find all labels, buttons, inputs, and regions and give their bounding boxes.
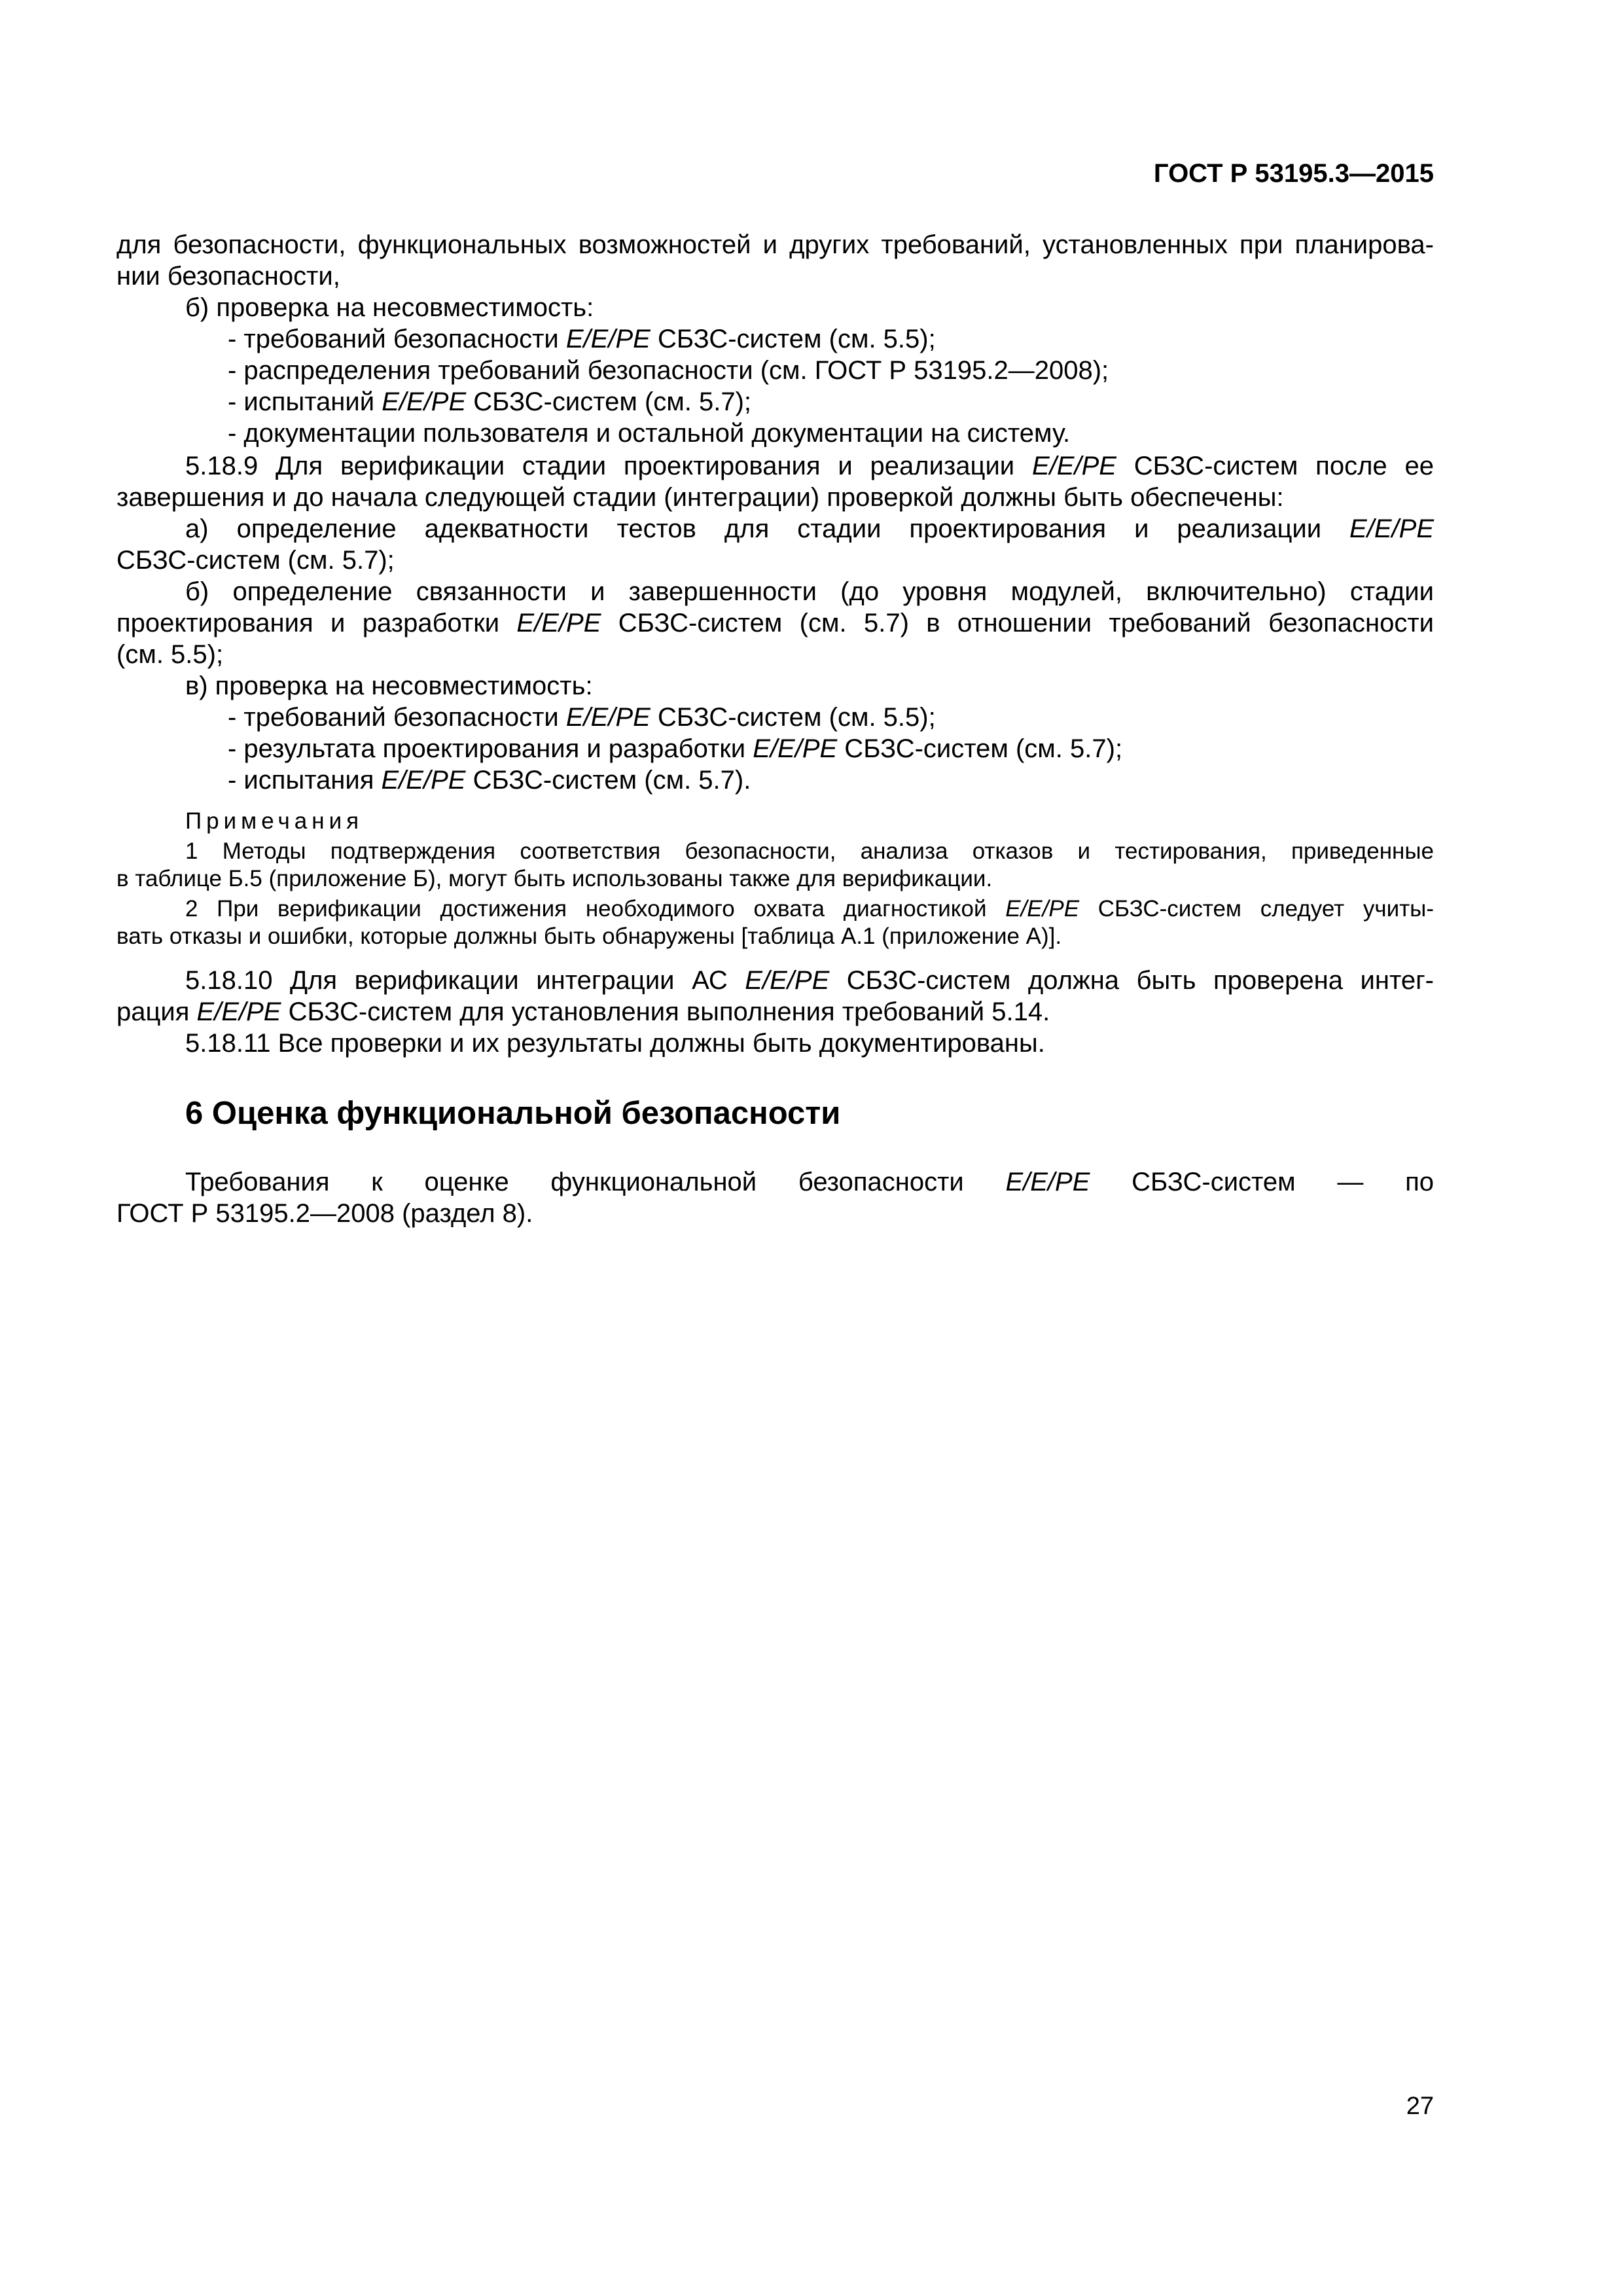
- paragraph-line: СБЗС-систем (см. 5.7);: [116, 546, 395, 575]
- list-subitem: - распределения требований безопасности (см. ГОСТ Р 53195.2—2008);: [228, 356, 1109, 385]
- list-item: б) проверка на несовместимость:: [185, 293, 594, 322]
- note-line: вать отказы и ошибки, которые должны быть обнаружены [таблица А.1 (приложение А)].: [116, 924, 1062, 949]
- list-item: в) проверка на несовместимость:: [185, 672, 593, 700]
- paragraph-line: б) определение связанности и завершенности (до уровня модулей, включительно) стадии: [185, 577, 1434, 606]
- paragraph-line: ГОСТ Р 53195.2—2008 (раздел 8).: [116, 1199, 533, 1228]
- notes-title: Примечания: [185, 808, 364, 834]
- list-subitem: - требований безопасности E/E/PE СБЗС-систем (см. 5.5);: [228, 703, 936, 732]
- document-header: ГОСТ Р 53195.3—2015: [1153, 159, 1434, 188]
- section-heading: 6 Оценка функциональной безопасности: [185, 1096, 841, 1131]
- paragraph-line: завершения и до начала следующей стадии (интеграции) проверкой должны быть обеспечены:: [116, 483, 1284, 512]
- list-subitem: - требований безопасности E/E/PE СБЗС-систем (см. 5.5);: [228, 325, 936, 353]
- list-subitem: - документации пользователя и остальной документации на систему.: [228, 419, 1071, 448]
- paragraph-line: 5.18.9 Для верификации стадии проектирования и реализации E/E/PE СБЗС-систем после ее: [185, 452, 1435, 480]
- paragraph-line: для безопасности, функциональных возможностей и других требований, установленных при планирова-: [116, 230, 1434, 259]
- page-number: 27: [1406, 2092, 1434, 2120]
- paragraph-line: 5.18.11 Все проверки и их результаты должны быть документированы.: [185, 1029, 1045, 1058]
- note-line: 1 Методы подтверждения соответствия безопасности, анализа отказов и тестирования, приведенные: [185, 838, 1434, 864]
- note-line: 2 При верификации достижения необходимого охвата диагностикой E/E/PE СБЗС-систем следует учиты-: [185, 896, 1434, 922]
- note-line: в таблице Б.5 (приложение Б), могут быть использованы также для верификации.: [116, 866, 993, 891]
- list-subitem: - испытаний E/E/PE СБЗС-систем (см. 5.7);: [228, 387, 752, 416]
- paragraph-line: нии безопасности,: [116, 262, 340, 291]
- paragraph-line: проектирования и разработки E/E/PE СБЗС-систем (см. 5.7) в отношении требований безопасности: [116, 609, 1434, 637]
- list-subitem: - испытания E/E/PE СБЗС-систем (см. 5.7).: [228, 766, 751, 795]
- paragraph-line: (см. 5.5);: [116, 640, 224, 669]
- paragraph-line: Требования к оценке функциональной безопасности E/E/PE СБЗС-систем — по: [185, 1168, 1434, 1196]
- paragraph-line: а) определение адекватности тестов для стадии проектирования и реализации E/E/PE: [185, 514, 1434, 543]
- list-subitem: - результата проектирования и разработки E/E/PE СБЗС-систем (см. 5.7);: [228, 734, 1123, 763]
- paragraph-line: рация E/E/PE СБЗС-систем для установления выполнения требований 5.14.: [116, 997, 1050, 1026]
- paragraph-line: 5.18.10 Для верификации интеграции АС E/E/PE СБЗС-систем должна быть проверена интег-: [185, 966, 1434, 995]
